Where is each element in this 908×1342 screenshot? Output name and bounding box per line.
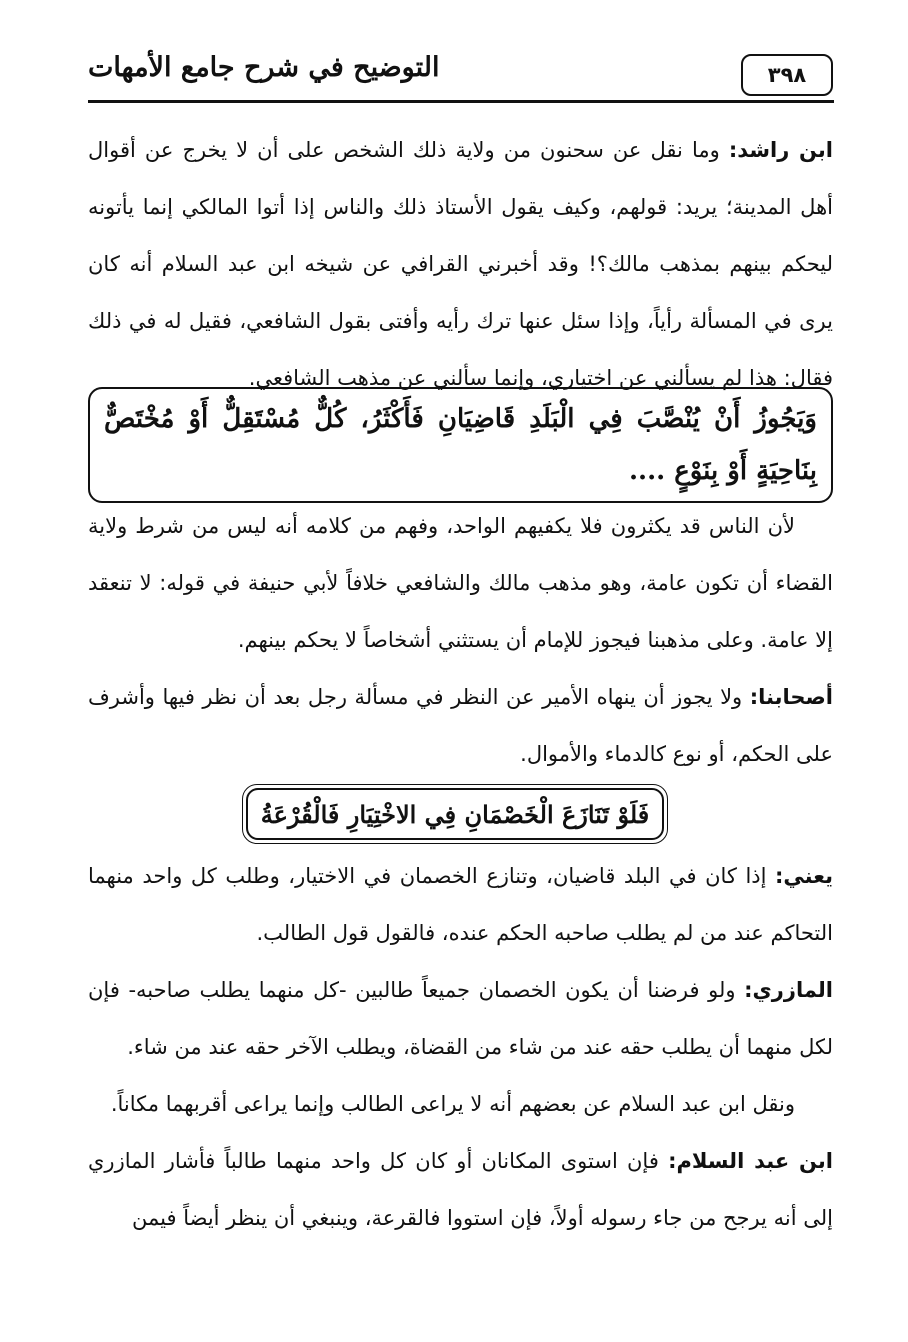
page-header <box>88 40 833 104</box>
paragraph-lead: المازري: <box>744 978 833 1002</box>
paragraph-text: وما نقل عن سحنون من ولاية ذلك الشخص على أن لا يخرج عن أقوال أهل المدينة؛ يريد: قولهم، وكيف يقول الأستاذ ذلك والناس إذا أتوا المالكي إنما يأتونه ليحكم بينهم بمذهب مالك؟! وقد أخبرني القرافي عن شيخه ابن عبد السلام أنه كان يرى في المسألة رأياً، وإذا سئل عنها ترك رأيه وأفتى بقول الشافعي، فقيل له في ذلك فقال: هذا لم يسألني عن اختياري، وإنما سألني عن مذهب الشافعي. <box>88 138 833 390</box>
paragraph <box>88 1076 833 1133</box>
paragraph-text: ونقل ابن عبد السلام عن بعضهم أنه لا يراعى الطالب وإنما يراعى أقربهما مكاناً. <box>110 1092 795 1116</box>
paragraph <box>88 848 833 962</box>
paragraph-text: فإن استوى المكانان أو كان كل واحد منهما طالباً فأشار المازري إلى أنه يرجح من جاء رسوله أولاً، فإن استووا فالقرعة، وينبغي أن ينظر أيضاً فيمن <box>88 1149 833 1230</box>
paragraph <box>88 669 833 783</box>
paragraph-text: ولو فرضنا أن يكون الخصمان جميعاً طالبين -كل منهما يطلب صاحبه- فإن لكل منهما أن يطلب حقه عند من شاء من القضاة، ويطلب الآخر حقه عند من شاء. <box>88 978 833 1059</box>
matn-heading-text: فَلَوْ تَنَازَعَ الْخَصْمَانِ فِي الاخْتِيَارِ فَالْقُرْعَةُ <box>260 799 650 829</box>
paragraph-lead: يعني: <box>775 864 833 888</box>
paragraph-lead: ابن راشد: <box>728 138 833 162</box>
commentary-block-top <box>88 122 833 407</box>
matn-heading-box <box>246 788 664 840</box>
paragraph <box>88 1133 833 1247</box>
matn-box <box>88 387 833 503</box>
paragraph-text: ولا يجوز أن ينهاه الأمير عن النظر في مسألة رجل بعد أن نظر فيها وأشرف على الحكم، أو نوع كالدماء والأموال. <box>88 685 833 766</box>
running-title: التوضيح في شرح جامع الأمهات <box>88 52 440 83</box>
paragraph-lead: أصحابنا: <box>749 685 833 709</box>
paragraph <box>88 498 833 669</box>
paragraph <box>88 962 833 1076</box>
paragraph-lead: ابن عبد السلام: <box>668 1149 833 1173</box>
commentary-block-bottom <box>88 848 833 1247</box>
header-divider <box>88 100 834 103</box>
paragraph-text: إذا كان في البلد قاضيان، وتنازع الخصمان في الاختيار، وطلب كل واحد منهما التحاكم عند من لم يطلب صاحبه الحكم عنده، فالقول قول الطالب. <box>88 864 833 945</box>
page-number <box>741 54 833 96</box>
commentary-block-middle <box>88 498 833 783</box>
page-number-text: ٣٩٨ <box>767 63 807 87</box>
matn-text: وَيَجُوزُ أَنْ يُنْصَّبَ فِي الْبَلَدِ قَاضِيَانِ فَأَكْثَرُ، كُلٌّ مُسْتَقِلٌّ أَوْ مُخْتَصٌّ بِنَاحِيَةٍ أَوْ بِنَوْعٍ .... <box>104 404 817 486</box>
paragraph <box>88 122 833 407</box>
paragraph-text: لأن الناس قد يكثرون فلا يكفيهم الواحد، وفهم من كلامه أنه ليس من شرط ولاية القضاء أن تكون عامة، وهو مذهب مالك والشافعي خلافاً لأبي حنيفة في قوله: لا تنعقد إلا عامة. وعلى مذهبنا فيجوز للإمام أن يستثني أشخاصاً لا يحكم بينهم. <box>88 514 833 652</box>
